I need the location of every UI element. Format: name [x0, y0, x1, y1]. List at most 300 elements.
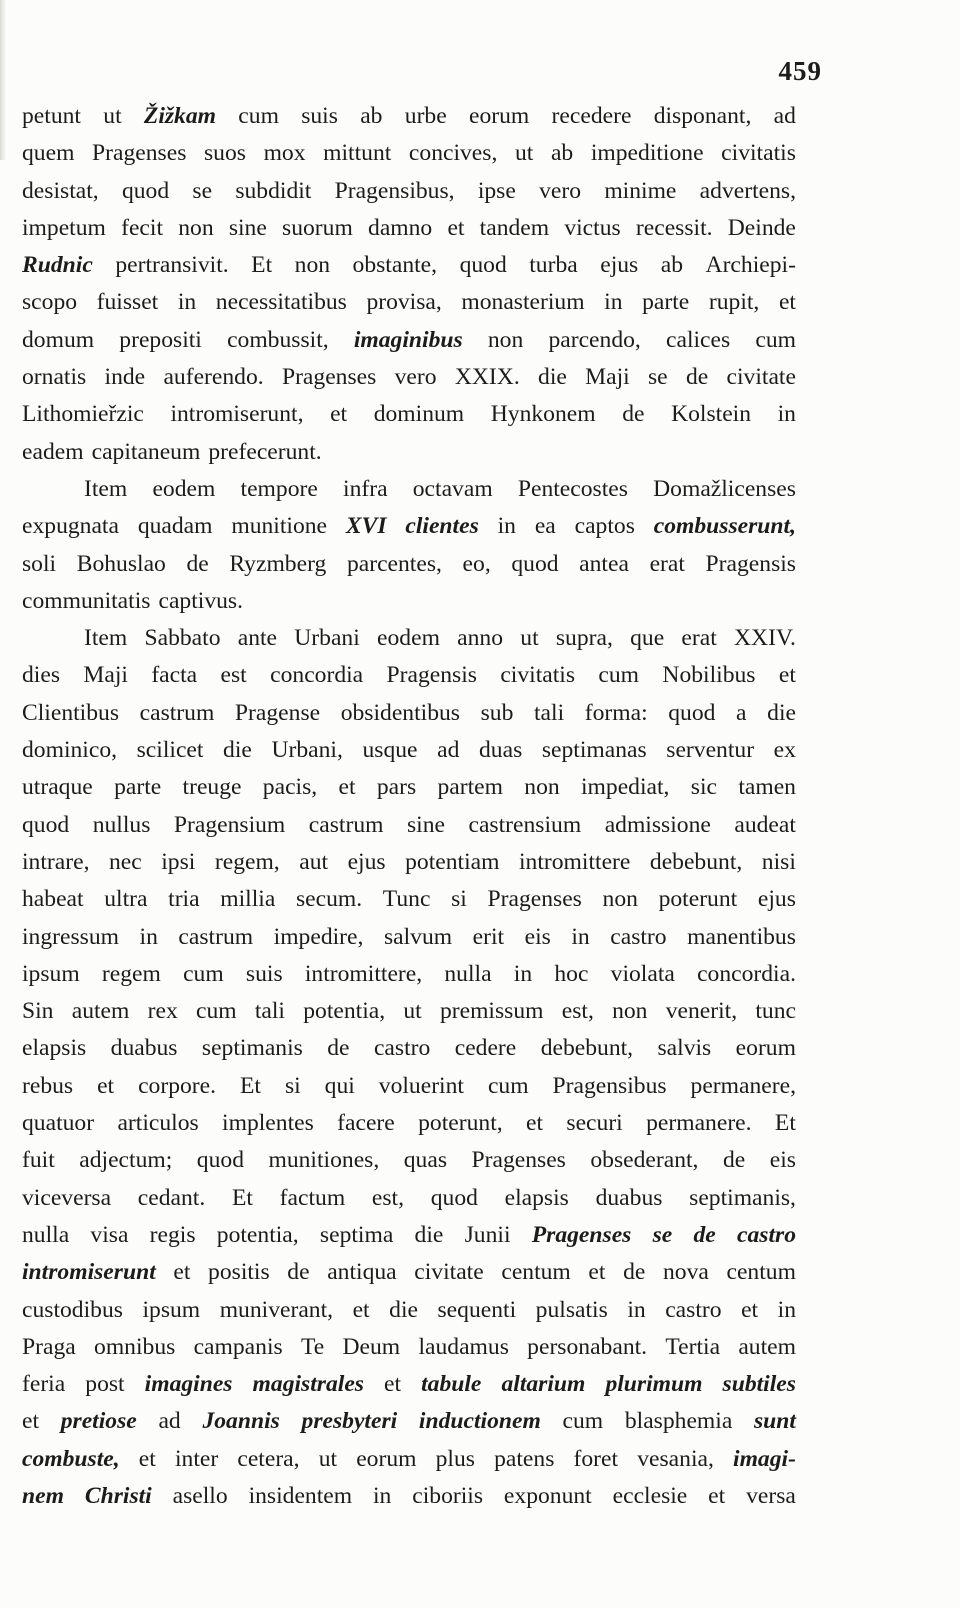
- word: intrare,: [22, 848, 90, 875]
- text-line: [22, 1068, 796, 1105]
- word: Item: [84, 625, 128, 652]
- word: advertens,: [699, 177, 796, 204]
- word: Clientibus: [22, 699, 120, 726]
- word: tandem: [479, 214, 550, 241]
- word: et: [778, 289, 796, 316]
- word: voluerint: [378, 1072, 464, 1099]
- word: scopo: [22, 289, 78, 316]
- word: soli: [22, 550, 57, 577]
- word: Archiepi-: [705, 252, 796, 279]
- word: Praga: [22, 1333, 76, 1360]
- word: quadam: [137, 513, 213, 540]
- word: quem: [22, 140, 75, 167]
- word: tria: [168, 886, 200, 913]
- word: non: [487, 326, 524, 353]
- word: communitatis: [22, 587, 151, 614]
- word: tabule: [421, 1371, 482, 1398]
- word: subtiles: [722, 1371, 796, 1398]
- word: fuisset: [96, 289, 159, 316]
- word: potentia,: [303, 998, 386, 1025]
- text-line: [22, 1478, 796, 1515]
- word: erat: [681, 625, 717, 652]
- text-line: [22, 956, 796, 993]
- word: castro: [665, 1296, 722, 1323]
- word: castrum: [178, 923, 254, 950]
- word: imagines: [144, 1371, 233, 1398]
- word: ab: [660, 252, 684, 279]
- word: asello: [172, 1482, 228, 1509]
- word: Item: [84, 475, 128, 502]
- word: tempore: [240, 475, 318, 502]
- word: salvis: [657, 1035, 712, 1062]
- word: Pragensium: [173, 811, 286, 838]
- word: in: [777, 401, 796, 428]
- word: civitate: [726, 364, 796, 391]
- word: obsederant,: [590, 1147, 699, 1174]
- word: imagi-: [733, 1445, 796, 1472]
- word: octavam: [412, 475, 493, 502]
- word: est,: [371, 1184, 405, 1211]
- word: Pragenses: [92, 140, 187, 167]
- word: cum: [755, 326, 796, 353]
- word: combuste,: [22, 1445, 120, 1472]
- text-line: [22, 881, 796, 918]
- word: Et: [774, 1110, 796, 1137]
- word: non: [602, 886, 638, 913]
- word: fecit: [121, 214, 164, 241]
- word: adjectum;: [79, 1147, 173, 1174]
- word: et: [588, 1259, 606, 1286]
- word: factum: [279, 1184, 346, 1211]
- word: septima: [319, 1221, 394, 1248]
- word: ad: [158, 1408, 181, 1435]
- word: quod: [459, 252, 507, 279]
- word: antea: [579, 550, 629, 577]
- word: cum: [195, 998, 237, 1025]
- word: nullus: [92, 811, 151, 838]
- word: nec: [108, 848, 142, 875]
- word: prefecerunt.: [208, 438, 322, 465]
- word: quod: [430, 1184, 478, 1211]
- word: Sabbato: [144, 625, 221, 652]
- word: et: [708, 1482, 726, 1509]
- word: tamen: [738, 774, 796, 801]
- text-line: [22, 583, 796, 620]
- word: articulos: [117, 1110, 199, 1137]
- word: quod: [668, 699, 716, 726]
- word: intromiserunt,: [170, 401, 304, 428]
- word: ejus: [347, 848, 386, 875]
- word: regis: [149, 1221, 196, 1248]
- word: et: [447, 214, 465, 241]
- word: violata: [610, 960, 675, 987]
- word: intromiserunt: [22, 1259, 156, 1286]
- word: inde: [104, 364, 146, 391]
- word: anno: [457, 625, 504, 652]
- word: ut: [514, 140, 534, 167]
- text-line: [22, 210, 796, 247]
- word: rex: [147, 998, 178, 1025]
- word: Et: [251, 252, 273, 279]
- text-line: [22, 919, 796, 956]
- word: duas: [479, 737, 523, 764]
- word: permanere.: [646, 1110, 752, 1137]
- word: captos: [574, 513, 635, 540]
- word: ultra: [104, 886, 148, 913]
- word: debebunt,: [540, 1035, 634, 1062]
- word: in: [604, 289, 623, 316]
- text-line: [22, 98, 796, 135]
- word: autem: [71, 998, 130, 1025]
- word: forma:: [584, 699, 648, 726]
- text-line: [22, 1292, 796, 1329]
- text-line: [22, 732, 796, 769]
- word: si: [451, 886, 467, 913]
- word: venerit,: [665, 998, 738, 1025]
- text-line: [22, 1441, 796, 1478]
- word: si: [284, 1072, 301, 1099]
- word: ecclesie: [612, 1482, 688, 1509]
- word: munitione: [231, 513, 328, 540]
- word: prepositi: [119, 326, 202, 353]
- word: dies: [22, 662, 61, 689]
- word: castrum: [308, 811, 384, 838]
- word: in: [497, 513, 516, 540]
- word: Deinde: [727, 214, 796, 241]
- word: civitatis: [721, 140, 796, 167]
- word: viceversa: [22, 1184, 112, 1211]
- word: de: [327, 1035, 350, 1062]
- word: magistrales: [252, 1371, 364, 1398]
- word: calices: [666, 326, 731, 353]
- word: parcentes,: [346, 550, 442, 577]
- word: qui: [324, 1072, 355, 1099]
- word: ea: [534, 513, 556, 540]
- word: et: [22, 1408, 40, 1435]
- word: eo,: [462, 550, 491, 577]
- word: eadem: [22, 438, 84, 465]
- word: parte: [114, 774, 162, 801]
- word: nulla: [22, 1221, 70, 1248]
- word: ipsi: [161, 848, 196, 875]
- word: monasterium: [461, 289, 585, 316]
- word: serventur: [666, 737, 755, 764]
- word: eorum: [468, 103, 530, 129]
- page-number: 459: [778, 56, 822, 86]
- word: in: [777, 1296, 796, 1323]
- word: dominum: [373, 401, 465, 428]
- word: vero: [394, 364, 437, 391]
- word: manentibus: [687, 923, 796, 950]
- word: Tunc: [382, 886, 431, 913]
- word: hoc: [554, 960, 589, 987]
- word: ingressum: [22, 923, 119, 950]
- word: castro: [610, 923, 667, 950]
- word: septimanas: [541, 737, 647, 764]
- word: recedere: [551, 103, 632, 129]
- text-line: [22, 359, 796, 396]
- word: sic: [690, 774, 717, 801]
- word: Sin: [22, 998, 54, 1025]
- word: captivus.: [158, 587, 243, 614]
- word: ante: [237, 625, 278, 652]
- word: duabus: [595, 1184, 663, 1211]
- word: castrum: [139, 699, 215, 726]
- text-line: [22, 769, 796, 806]
- word: castro: [373, 1035, 431, 1062]
- word: non: [178, 214, 214, 241]
- word: blasphemia: [624, 1408, 733, 1435]
- word: quod: [22, 811, 70, 838]
- text-line: [22, 1217, 796, 1254]
- word: Hynkonem: [490, 401, 596, 428]
- word: combusserunt,: [653, 513, 796, 540]
- word: nulla: [444, 960, 492, 987]
- word: partem: [437, 774, 503, 801]
- word: mox: [263, 140, 306, 167]
- text-line: [22, 434, 796, 471]
- word: castrensium: [468, 811, 582, 838]
- text-line: [22, 396, 796, 433]
- text-line: [22, 508, 796, 545]
- word: necessitatibus: [215, 289, 347, 316]
- word: de: [186, 550, 209, 577]
- word: vero: [539, 177, 582, 204]
- word: de: [722, 1147, 746, 1174]
- word: treuge: [182, 774, 242, 801]
- word: elapsis: [22, 1035, 87, 1062]
- word: inter: [174, 1445, 219, 1472]
- word: altarium: [501, 1371, 586, 1398]
- word: fuit: [22, 1147, 55, 1174]
- word: pulsatis: [535, 1296, 608, 1323]
- word: Maji: [585, 364, 630, 391]
- word: de: [287, 1259, 310, 1286]
- word: patens: [494, 1445, 555, 1472]
- word: non: [524, 774, 560, 801]
- word: rebus: [22, 1072, 74, 1099]
- word: est,: [561, 998, 594, 1025]
- word: cum: [562, 1408, 604, 1435]
- word: in: [571, 923, 590, 950]
- word: sine: [228, 214, 267, 241]
- text-line: [22, 657, 796, 694]
- word: infra: [343, 475, 388, 502]
- word: Joannis: [202, 1408, 280, 1435]
- word: Urbani: [294, 625, 360, 652]
- word: ipse: [477, 177, 516, 204]
- text-line: [22, 322, 796, 359]
- word: et: [173, 1259, 191, 1286]
- word: obstante,: [352, 252, 438, 279]
- word: Maji: [83, 662, 128, 689]
- word: se: [648, 364, 668, 391]
- word: tali: [254, 998, 285, 1025]
- word: positis: [208, 1259, 270, 1286]
- word: in: [513, 960, 533, 987]
- word: potentia,: [216, 1221, 299, 1248]
- word: et: [352, 1296, 370, 1323]
- word: poterunt: [658, 886, 738, 913]
- word: quod: [196, 1147, 244, 1174]
- word: impeditione: [590, 140, 704, 167]
- word: erit: [472, 923, 505, 950]
- word: concordia: [270, 662, 364, 689]
- word: in: [177, 289, 197, 316]
- word: admissione: [604, 811, 711, 838]
- word: centum: [501, 1259, 571, 1286]
- word: provisa,: [366, 289, 442, 316]
- word: mittunt: [323, 140, 392, 167]
- word: corpore.: [138, 1072, 217, 1099]
- word: cetera,: [237, 1445, 300, 1472]
- word: ut: [318, 1445, 338, 1472]
- word: Et: [231, 1184, 253, 1211]
- word: eorum: [356, 1445, 417, 1472]
- word: est: [220, 662, 247, 689]
- word: Ryzmberg: [229, 550, 327, 577]
- word: de: [685, 364, 709, 391]
- word: Pragensis: [705, 550, 796, 577]
- word: victus: [564, 214, 621, 241]
- word: insidentem: [248, 1482, 353, 1509]
- word: recessit.: [635, 214, 713, 241]
- word: concives,: [408, 140, 498, 167]
- word: nisi: [761, 848, 796, 875]
- word: ab: [550, 140, 574, 167]
- word: quod: [121, 177, 170, 204]
- text-line: [22, 1180, 796, 1217]
- word: presbyteri: [301, 1408, 398, 1435]
- word: tunc: [755, 998, 796, 1025]
- word: ab: [360, 103, 383, 129]
- word: ornatis: [22, 364, 87, 391]
- word: poterunt,: [418, 1110, 503, 1137]
- word: Junii: [464, 1221, 511, 1248]
- word: Pragensibus: [552, 1072, 667, 1099]
- word: nem: [22, 1482, 64, 1509]
- word: cum: [598, 662, 640, 689]
- word: versa: [746, 1482, 796, 1509]
- word: die: [389, 1296, 418, 1323]
- word: premissum: [439, 998, 544, 1025]
- word: obsidentibus: [340, 699, 460, 726]
- word: pertransivit.: [115, 252, 229, 279]
- word: se: [192, 177, 213, 204]
- body-text: [22, 98, 796, 1515]
- word: impediat,: [581, 774, 670, 801]
- word: Lithomieřzic: [22, 401, 144, 428]
- word: die: [538, 364, 567, 391]
- word: de: [623, 1259, 646, 1286]
- word: castro: [737, 1221, 796, 1248]
- word: suos: [204, 140, 246, 167]
- word: in: [139, 923, 158, 950]
- word: cedant.: [137, 1184, 206, 1211]
- word: ut: [103, 103, 122, 129]
- word: facere: [337, 1110, 395, 1137]
- word: custodibus: [22, 1296, 123, 1323]
- word: rupit,: [708, 289, 760, 316]
- word: ipsum: [142, 1296, 201, 1323]
- word: expugnata: [22, 513, 119, 540]
- word: Christi: [84, 1482, 152, 1509]
- word: et: [338, 774, 356, 801]
- word: et: [526, 1110, 544, 1137]
- word: et: [778, 662, 796, 689]
- word: eis: [769, 1147, 796, 1174]
- word: imaginibus: [353, 326, 463, 353]
- word: vesania,: [637, 1445, 714, 1472]
- text-line: [22, 1329, 796, 1366]
- word: clientes: [405, 513, 479, 540]
- word: sequenti: [437, 1296, 517, 1323]
- word: eodem: [377, 625, 440, 652]
- word: dominico,: [22, 737, 118, 764]
- word: Bohuslao: [76, 550, 166, 577]
- text-line: [22, 1142, 796, 1179]
- word: suis: [245, 960, 283, 987]
- word: et: [138, 1445, 156, 1472]
- word: ut: [520, 625, 539, 652]
- word: pretiose: [60, 1408, 137, 1435]
- word: et: [384, 1371, 402, 1398]
- word: damno: [368, 214, 433, 241]
- word: ipsum: [22, 960, 80, 987]
- word: munitiones,: [268, 1147, 380, 1174]
- word: minime: [604, 177, 677, 204]
- text-line: [22, 1105, 796, 1142]
- text-line: [22, 620, 796, 657]
- word: Pragenses: [531, 1221, 632, 1248]
- word: audeat: [734, 811, 796, 838]
- word: Kolstein: [671, 401, 752, 428]
- text-line: [22, 173, 796, 210]
- word: Pragense: [234, 699, 321, 726]
- word: civitate: [414, 1259, 484, 1286]
- word: ex: [773, 737, 796, 764]
- word: usque: [362, 737, 418, 764]
- word: omnibus: [94, 1333, 176, 1360]
- word: personabant.: [527, 1333, 648, 1360]
- word: Deum: [342, 1333, 401, 1360]
- word: campanis: [193, 1333, 283, 1360]
- word: exponunt: [503, 1482, 592, 1509]
- word: suis: [301, 103, 338, 129]
- word: nova: [662, 1259, 709, 1286]
- word: impetum: [22, 214, 106, 241]
- word: non: [294, 252, 331, 279]
- text-line: [22, 807, 796, 844]
- word: intromittere: [518, 848, 631, 875]
- word: securi: [566, 1110, 623, 1137]
- word: regem: [101, 960, 161, 987]
- word: de: [693, 1221, 716, 1248]
- word: inductionem: [418, 1408, 541, 1435]
- word: Pragensis: [386, 662, 477, 689]
- word: sine: [406, 811, 445, 838]
- word: se: [652, 1221, 673, 1248]
- word: supra,: [555, 625, 613, 652]
- word: XXIX.: [454, 364, 520, 391]
- word: septimanis: [201, 1035, 303, 1062]
- word: ut: [403, 998, 422, 1025]
- word: Domažlicenses: [653, 475, 796, 502]
- word: ad: [773, 103, 796, 129]
- word: Rudnic: [22, 252, 93, 279]
- word: ejus: [600, 252, 639, 279]
- page-edge-shadow: [0, 0, 6, 160]
